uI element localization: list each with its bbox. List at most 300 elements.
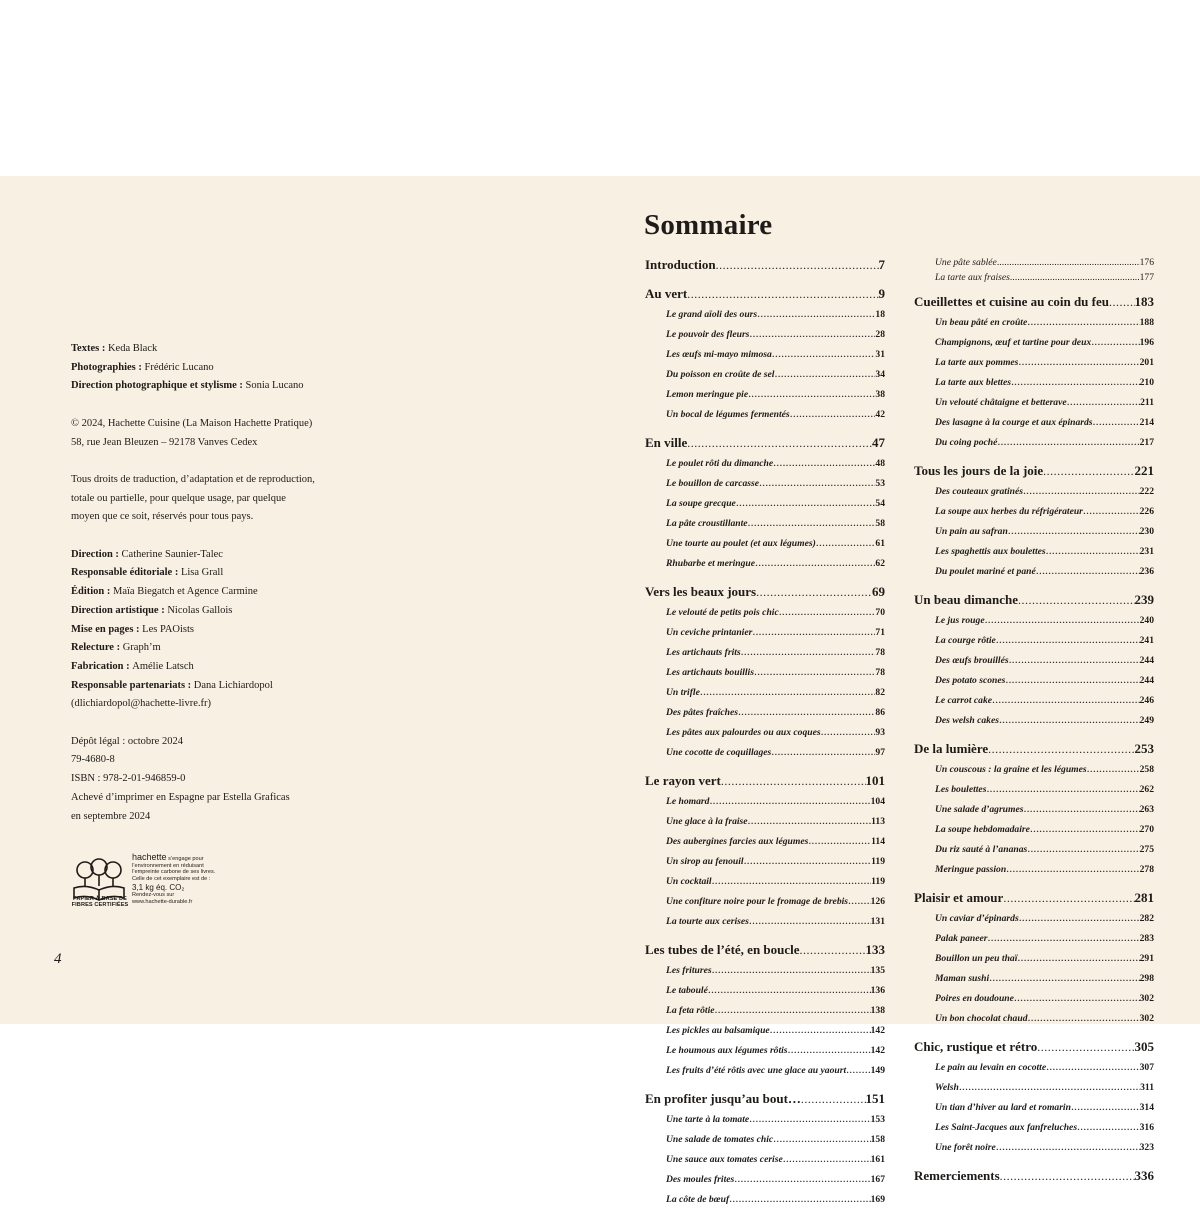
toc-recipe-entry: [914, 314, 1154, 334]
toc-chapter-entry: [645, 584, 885, 604]
dot-leader: [1093, 414, 1140, 430]
toc-page-number: 278: [1139, 864, 1154, 875]
toc-recipe-entry: [645, 833, 885, 853]
toc-recipe-entry: [645, 306, 885, 326]
toc-recipe-entry: [645, 1151, 885, 1171]
dot-leader: [770, 1022, 871, 1038]
toc-page-number: 211: [1140, 397, 1154, 408]
toc-recipe-entry: [645, 604, 885, 624]
toc-recipe-entry: [914, 950, 1154, 970]
dot-leader: [715, 1002, 871, 1018]
dot-leader: [1011, 374, 1140, 390]
credit-line: Photographies : Frédéric Lucano: [71, 361, 214, 373]
dot-leader: [759, 475, 875, 491]
toc-entry-label: Des lasagne à la courge et aux épinards: [935, 417, 1093, 428]
credit-line: Textes : Keda Black: [71, 343, 158, 354]
dot-leader: [738, 704, 875, 720]
toc-recipe-entry: [914, 970, 1154, 990]
toc-column-left: [645, 257, 885, 1211]
toc-entry-label: Introduction: [645, 257, 716, 272]
dot-leader: [1019, 910, 1140, 926]
page-number: 4: [54, 951, 62, 967]
toc-section: [914, 294, 1154, 454]
toc-recipe-entry: [914, 930, 1154, 950]
dot-leader: [773, 455, 875, 471]
toc-entry-label: Champignons, œuf et tartine pour deux: [935, 337, 1092, 348]
staff-line: Fabrication : Amélie Latsch: [71, 660, 194, 672]
toc-entry-label: Un bon chocolat chaud: [935, 1013, 1028, 1024]
toc-page-number: 149: [870, 1065, 885, 1076]
toc-entry-label: La soupe hebdomadaire: [935, 824, 1030, 835]
toc-entry-label: Le grand aïoli des ours: [666, 309, 758, 320]
toc-page-number: 61: [875, 538, 885, 549]
dot-leader: [1036, 563, 1140, 579]
toc-entry-label: Le taboulé: [666, 985, 708, 996]
toc-page-number: 244: [1139, 655, 1154, 666]
toc-recipe-entry: [914, 652, 1154, 672]
toc-section: [914, 1168, 1154, 1188]
dot-leader: [1000, 1168, 1135, 1184]
toc-entry-label: Chic, rustique et rétro: [914, 1039, 1038, 1054]
toc-chapter-entry: [914, 890, 1154, 910]
staff-line: Mise en pages : Les PAOists: [71, 623, 195, 635]
toc-page-number: 210: [1139, 377, 1154, 388]
toc-recipe-entry: [914, 354, 1154, 374]
toc-page-number: 142: [870, 1025, 885, 1036]
toc-recipe-entry: [645, 664, 885, 684]
toc-entry-label: Une forêt noire: [935, 1142, 996, 1153]
toc-entry-label: Les pickles au balsamique: [666, 1025, 770, 1036]
toc-page-number: 226: [1139, 506, 1154, 517]
toc-page-number: 236: [1139, 566, 1154, 577]
toc-page-number: 138: [870, 1005, 885, 1016]
toc-page-number: 153: [870, 1114, 885, 1125]
toc-entry-label: Des potato scones: [935, 675, 1006, 686]
toc-entry-label: Le poulet rôti du dimanche: [666, 458, 774, 469]
toc-page-number: 177: [1139, 272, 1154, 283]
toc-section: [914, 741, 1154, 881]
toc-entry-label: Plaisir et amour: [914, 890, 1004, 905]
toc-recipe-entry: [914, 1099, 1154, 1119]
toc-entry-label: Des aubergines farcies aux légumes: [666, 836, 809, 847]
toc-entry-label: Du coing poché: [935, 437, 998, 448]
dot-leader: [1018, 354, 1139, 370]
copyright-line: © 2024, Hachette Cuisine (La Maison Hachette Pratique): [71, 417, 313, 429]
toc-recipe-entry: [645, 1111, 885, 1131]
dot-leader: [959, 1079, 1140, 1095]
toc-entry-label: La soupe aux herbes du réfrigérateur: [935, 506, 1083, 517]
toc-recipe-entry: [914, 334, 1154, 354]
toc-entry-label: Le rayon vert: [645, 773, 721, 788]
toc-recipe-entry: [914, 990, 1154, 1010]
toc-entry-label: Maman sushi: [935, 973, 990, 984]
toc-column-right: [914, 255, 1154, 1188]
toc-page-number: 307: [1139, 1062, 1154, 1073]
dot-leader: [992, 692, 1140, 708]
toc-page-number: 126: [870, 896, 885, 907]
dot-leader: [757, 306, 875, 322]
dot-leader: [1067, 394, 1141, 410]
toc-title: Sommaire: [644, 209, 773, 241]
toc-recipe-entry: [645, 704, 885, 724]
toc-entry-label: Poires en doudoune: [935, 993, 1014, 1004]
toc-recipe-entry: [914, 270, 1154, 285]
toc-entry-label: Les artichauts bouillis: [666, 667, 754, 678]
toc-recipe-entry: [645, 744, 885, 764]
legal-line: ISBN : 978-2-01-946859-0: [71, 773, 186, 785]
toc-entry-label: Les fruits d’été rôtis avec une glace au yaourt: [666, 1065, 847, 1076]
toc-section: [645, 584, 885, 764]
toc-recipe-entry: [914, 841, 1154, 861]
toc-page-number: 58: [875, 518, 885, 529]
toc-recipe-entry: [645, 913, 885, 933]
dot-leader: [790, 406, 876, 422]
toc-entry-label: Un beau pâté en croûte: [935, 317, 1028, 328]
dot-leader: [1109, 294, 1135, 310]
rights-line: moyen que ce soit, réservés pour tous pays.: [71, 511, 254, 523]
eco-statement: hachette s’engage pour l’environnement en réduisant l’empreinte carbone de ses livres. Celle de cet exemplaire est de : 3,1 kg éq. CO₂ Rendez-vous sur www.hachette-durable.fr: [132, 852, 232, 905]
toc-entry-label: De la lumière: [914, 741, 989, 756]
dot-leader: [999, 712, 1140, 728]
rights-line: Tous droits de traduction, d’adaptation et de reproduction,: [71, 473, 315, 485]
book-spread: [0, 176, 1200, 1205]
toc-recipe-entry: [645, 893, 885, 913]
toc-recipe-entry: [645, 1062, 885, 1082]
toc-page-number: 314: [1139, 1102, 1154, 1113]
dot-leader: [1046, 543, 1140, 559]
dot-leader: [729, 1191, 870, 1207]
toc-chapter-entry: [645, 435, 885, 455]
toc-entry-label: Les pâtes aux palourdes ou aux coques: [666, 727, 821, 738]
toc-entry-label: La soupe grecque: [666, 498, 736, 509]
toc-recipe-entry: [645, 624, 885, 644]
toc-chapter-entry: [914, 592, 1154, 612]
toc-recipe-entry: [914, 255, 1154, 270]
dot-leader: [749, 1111, 870, 1127]
toc-recipe-entry: [645, 515, 885, 535]
dot-leader: [736, 495, 876, 511]
legal-line: en septembre 2024: [71, 810, 151, 822]
dot-leader: [1028, 1010, 1140, 1026]
toc-chapter-entry: [914, 1039, 1154, 1059]
toc-recipe-entry: [914, 821, 1154, 841]
toc-recipe-entry: [914, 563, 1154, 583]
toc-entry-label: Des œufs brouillés: [935, 655, 1009, 666]
toc-chapter-entry: [645, 773, 885, 793]
toc-recipe-entry: [914, 523, 1154, 543]
dot-leader: [1091, 334, 1139, 350]
toc-page-number: 101: [865, 773, 885, 788]
toc-section: [645, 257, 885, 277]
toc-entry-label: Du riz sauté à l’ananas: [935, 844, 1028, 855]
dot-leader: [756, 584, 872, 600]
toc-page-number: 249: [1139, 715, 1154, 726]
dot-leader: [771, 744, 875, 760]
dot-leader: [1043, 463, 1134, 479]
dot-leader: [687, 286, 878, 302]
toc-chapter-entry: [645, 286, 885, 306]
toc-page-number: 217: [1139, 437, 1154, 448]
toc-page-number: 48: [875, 458, 885, 469]
dot-leader: [1037, 1039, 1134, 1055]
toc-entry-label: Du poisson en croûte de sel: [666, 369, 775, 380]
toc-entry-label: Welsh: [935, 1082, 959, 1093]
toc-page-number: 169: [870, 1194, 885, 1205]
toc-page-number: 253: [1134, 741, 1154, 756]
toc-entry-label: Le homard: [666, 796, 710, 807]
toc-recipe-entry: [645, 793, 885, 813]
dot-leader: [1046, 1059, 1139, 1075]
toc-recipe-entry: [645, 455, 885, 475]
toc-entry-label: Un caviar d’épinards: [935, 913, 1019, 924]
toc-chapter-entry: [914, 294, 1154, 314]
toc-page-number: 119: [871, 876, 885, 887]
toc-recipe-entry: [914, 781, 1154, 801]
legal-line: Dépôt légal : octobre 2024: [71, 735, 183, 747]
toc-entry-label: Un sirop au fenouil: [666, 856, 744, 867]
toc-recipe-entry: [645, 406, 885, 426]
toc-page-number: 214: [1139, 417, 1154, 428]
toc-page-number: 133: [865, 942, 885, 957]
staff-email: (dlichiardopol@hachette-livre.fr): [71, 698, 211, 710]
dot-leader: [744, 853, 872, 869]
toc-entry-label: Le pouvoir des fleurs: [666, 329, 750, 340]
toc-recipe-entry: [645, 495, 885, 515]
toc-page-number: 201: [1139, 357, 1154, 368]
toc-page-number: 316: [1139, 1122, 1154, 1133]
dot-leader: [1009, 652, 1140, 668]
toc-page-number: 136: [870, 985, 885, 996]
toc-recipe-entry: [645, 982, 885, 1002]
dot-leader: [997, 434, 1139, 450]
toc-recipe-entry: [914, 632, 1154, 652]
toc-recipe-entry: [914, 483, 1154, 503]
toc-entry-label: Des welsh cakes: [935, 715, 999, 726]
toc-recipe-entry: [914, 612, 1154, 632]
dot-leader: [772, 346, 876, 362]
toc-page-number: 281: [1134, 890, 1154, 905]
dot-leader: [779, 604, 876, 620]
toc-entry-label: Les boulettes: [935, 784, 987, 795]
dot-leader: [774, 366, 875, 382]
toc-entry-label: Une cocotte de coquillages: [666, 747, 772, 758]
toc-entry-label: Le carrot cake: [935, 695, 993, 706]
dot-leader: [1005, 672, 1139, 688]
toc-recipe-entry: [645, 346, 885, 366]
toc-page-number: 18: [875, 309, 885, 320]
dot-leader: [985, 612, 1140, 628]
staff-line: Direction artistique : Nicolas Gallois: [71, 604, 233, 616]
toc-page-number: 263: [1139, 804, 1154, 815]
toc-entry-label: En profiter jusqu’au bout…: [645, 1091, 801, 1106]
dot-leader: [752, 624, 875, 640]
toc-section: [645, 286, 885, 426]
toc-entry-label: Une salade de tomates chic: [666, 1134, 774, 1145]
dot-leader: [1023, 801, 1139, 817]
toc-recipe-entry: [645, 535, 885, 555]
dot-leader: [1023, 483, 1140, 499]
dot-leader: [816, 535, 876, 551]
dot-leader: [712, 962, 871, 978]
toc-recipe-entry: [645, 962, 885, 982]
toc-recipe-entry: [914, 761, 1154, 781]
toc-entry-label: Des couteaux gratinés: [935, 486, 1023, 497]
toc-entry-label: Des moules frites: [666, 1174, 735, 1185]
toc-recipe-entry: [645, 684, 885, 704]
toc-entry-label: Les fritures: [666, 965, 712, 976]
toc-recipe-entry: [645, 1042, 885, 1062]
toc-page-number: 82: [875, 687, 885, 698]
toc-recipe-entry: [914, 543, 1154, 563]
toc-page-number: 135: [870, 965, 885, 976]
legal-line: Achevé d’imprimer en Espagne par Estella Graficas: [71, 791, 290, 803]
toc-entry-label: Au vert: [645, 286, 688, 301]
toc-page-number: 231: [1139, 546, 1154, 557]
toc-entry-label: La côte de bœuf: [666, 1194, 730, 1205]
toc-page-number: 244: [1139, 675, 1154, 686]
staff-line: Édition : Maïa Biegatch et Agence Carmine: [71, 586, 258, 598]
toc-section: [645, 942, 885, 1082]
toc-section: [914, 1039, 1154, 1159]
toc-entry-label: Rhubarbe et meringue: [666, 558, 756, 569]
toc-page-number: 262: [1139, 784, 1154, 795]
imprint-block: [71, 340, 371, 826]
dot-leader: [721, 773, 866, 789]
toc-entry-label: La courge rôtie: [935, 635, 996, 646]
dot-leader: [1018, 592, 1134, 608]
dot-leader: [788, 1042, 871, 1058]
toc-recipe-entry: [645, 813, 885, 833]
dot-leader: [989, 970, 1139, 986]
toc-entry-label: Le houmous aux légumes rôtis: [666, 1045, 788, 1056]
dot-leader: [996, 1139, 1140, 1155]
toc-entry-label: Palak paneer: [935, 933, 988, 944]
toc-chapter-entry: [914, 741, 1154, 761]
toc-entry-label: Une sauce aux tomates cerise: [666, 1154, 783, 1165]
toc-entry-label: Un trifle: [666, 687, 700, 698]
toc-recipe-entry: [914, 672, 1154, 692]
toc-entry-label: Le pain au levain en cocotte: [935, 1062, 1047, 1073]
dot-leader: [783, 1151, 871, 1167]
toc-page-number: 86: [875, 707, 885, 718]
toc-recipe-entry: [645, 326, 885, 346]
toc-page-number: 302: [1139, 993, 1154, 1004]
dot-leader: [1006, 861, 1139, 877]
toc-section: [645, 435, 885, 575]
credit-line: Direction photographique et stylisme : Sonia Lucano: [71, 380, 304, 392]
toc-entry-label: Meringue passion: [935, 864, 1007, 875]
toc-recipe-entry: [645, 1131, 885, 1151]
co2-value: 3,1 kg éq. CO₂: [132, 882, 185, 892]
dot-leader: [712, 873, 872, 889]
eco-label: [71, 852, 311, 912]
toc-page-number: 291: [1139, 953, 1154, 964]
toc-recipe-entry: [645, 644, 885, 664]
toc-page-number: 62: [875, 558, 885, 569]
toc-chapter-entry: [645, 942, 885, 962]
toc-entry-label: En ville: [645, 435, 688, 450]
toc-recipe-entry: [645, 366, 885, 386]
toc-entry-label: Du poulet mariné et pané: [935, 566, 1036, 577]
toc-page-number: 70: [875, 607, 885, 618]
toc-entry-label: Un couscous : la graine et les légumes: [935, 764, 1087, 775]
dot-leader: [1017, 950, 1139, 966]
toc-page-number: 239: [1134, 592, 1154, 607]
toc-recipe-entry: [645, 724, 885, 744]
toc-recipe-entry: [914, 712, 1154, 732]
toc-page-number: 323: [1139, 1142, 1154, 1153]
dot-leader: [708, 982, 871, 998]
toc-entry-label: Vers les beaux jours: [645, 584, 757, 599]
toc-page-number: 71: [875, 627, 885, 638]
toc-entry-label: La tourte aux cerises: [666, 916, 749, 927]
dot-leader: [748, 515, 876, 531]
toc-page-number: 240: [1139, 615, 1154, 626]
toc-entry-label: Le bouillon de carcasse: [666, 478, 759, 489]
dot-leader: [748, 813, 872, 829]
toc-recipe-entry: [645, 873, 885, 893]
toc-entry-label: Une tarte à la tomate: [666, 1114, 750, 1125]
toc-recipe-entry: [645, 555, 885, 575]
toc-recipe-entry: [914, 1010, 1154, 1030]
toc-page-number: 161: [870, 1154, 885, 1165]
toc-page-number: 142: [870, 1045, 885, 1056]
dot-leader: [773, 1131, 870, 1147]
toc-page-number: 258: [1139, 764, 1154, 775]
toc-page-number: 305: [1134, 1039, 1154, 1054]
toc-entry-label: Bouillon un peu thaï: [935, 953, 1018, 964]
toc-chapter-entry: [645, 257, 885, 277]
dot-leader: [1003, 890, 1134, 906]
toc-entry-label: Une salade d’agrumes: [935, 804, 1024, 815]
toc-entry-label: Un tian d’hiver au lard et romarin: [935, 1102, 1071, 1113]
toc-page-number: 7: [878, 257, 885, 272]
toc-recipe-entry: [645, 1171, 885, 1191]
toc-recipe-entry: [914, 692, 1154, 712]
dot-leader: [716, 257, 879, 273]
toc-page-number: 196: [1139, 337, 1154, 348]
toc-page-number: 69: [872, 584, 885, 599]
toc-page-number: 246: [1139, 695, 1154, 706]
toc-page-number: 222: [1139, 486, 1154, 497]
toc-entry-label: Un ceviche printanier: [666, 627, 753, 638]
toc-section: [645, 1091, 885, 1211]
toc-page-number: 270: [1139, 824, 1154, 835]
toc-entry-label: Une pâte sablée: [935, 257, 997, 268]
dot-leader: [1014, 990, 1140, 1006]
dot-leader: [687, 435, 872, 451]
dot-leader: [749, 913, 871, 929]
toc-page-number: 28: [875, 329, 885, 340]
toc-recipe-entry: [645, 1022, 885, 1042]
dot-leader: [754, 664, 875, 680]
toc-recipe-entry: [645, 853, 885, 873]
toc-page-number: 241: [1139, 635, 1154, 646]
dot-leader: [988, 930, 1140, 946]
toc-recipe-entry: [645, 1002, 885, 1022]
toc-page-number: 119: [871, 856, 885, 867]
toc-recipe-entry: [645, 1191, 885, 1211]
dot-leader: [1010, 270, 1140, 285]
toc-recipe-entry: [914, 434, 1154, 454]
toc-page-number: 158: [870, 1134, 885, 1145]
toc-page-number: 167: [870, 1174, 885, 1185]
toc-entry-label: Le jus rouge: [935, 615, 985, 626]
dot-leader: [800, 942, 866, 958]
toc-entry-label: Des pâtes fraîches: [666, 707, 738, 718]
toc-section: [914, 592, 1154, 732]
toc-page-number: 131: [870, 916, 885, 927]
